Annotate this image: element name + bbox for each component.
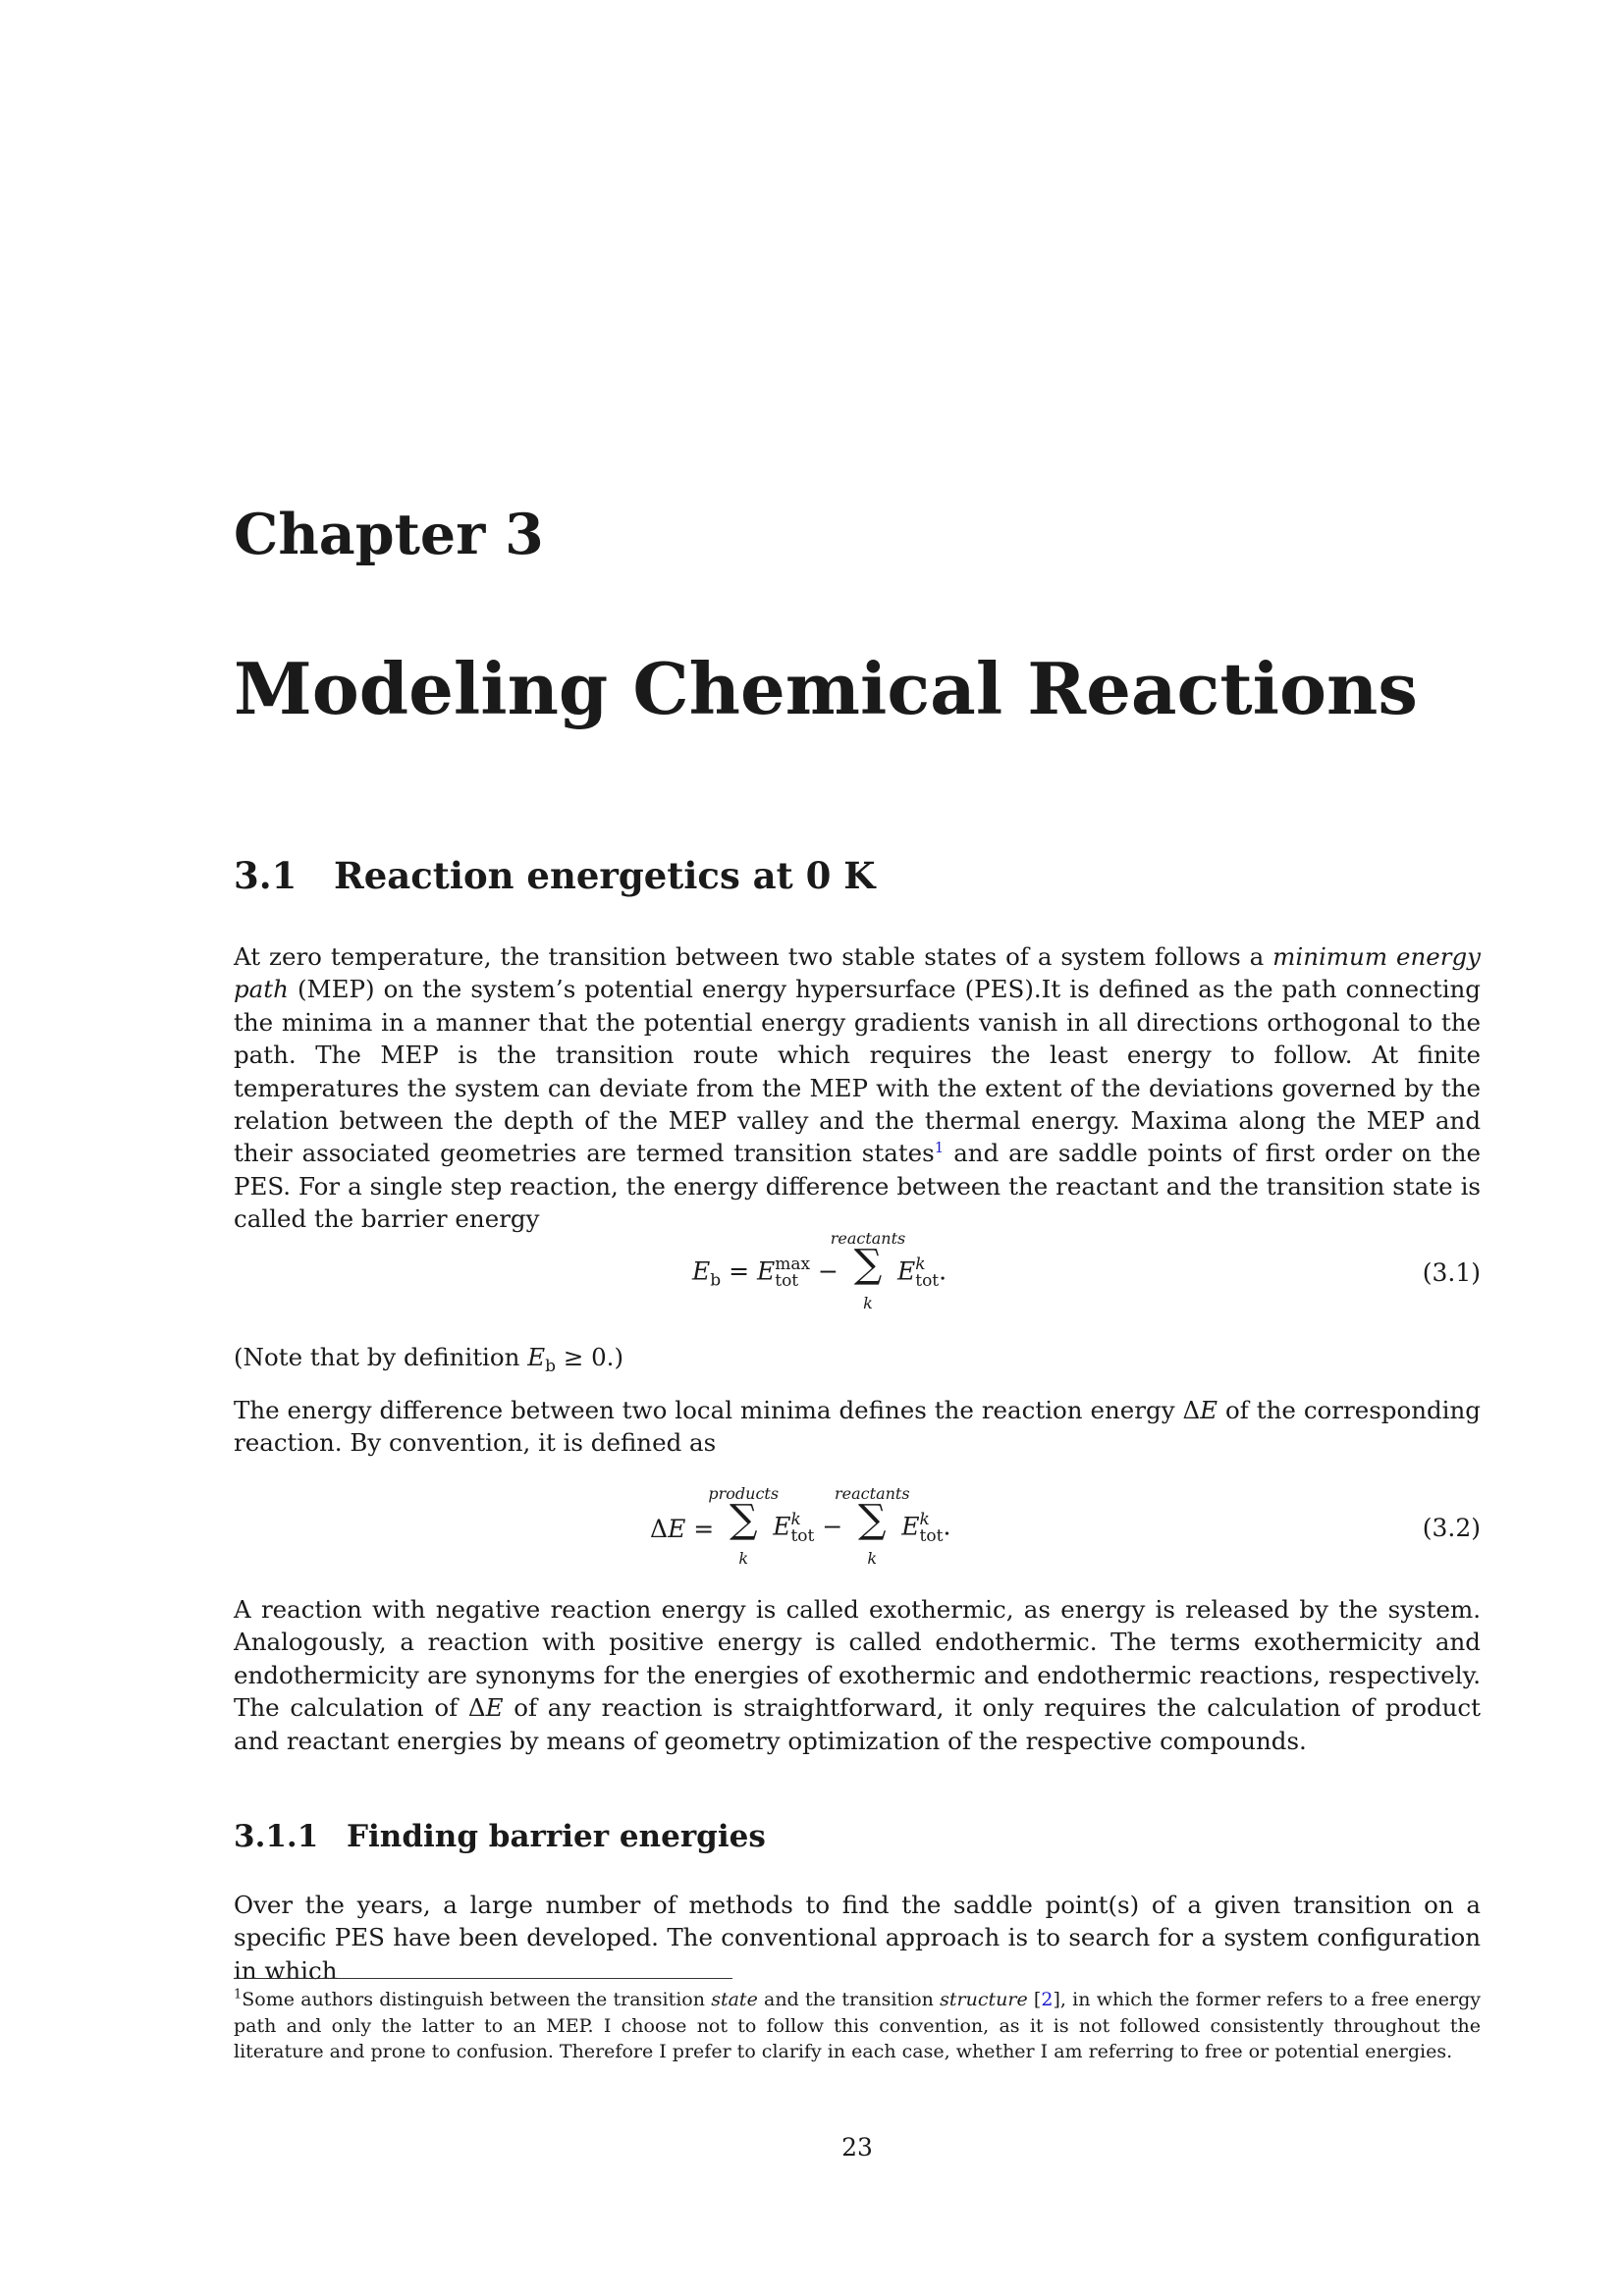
math-var: E	[1200, 1396, 1218, 1424]
math-var: E	[756, 1256, 776, 1286]
section-number: 3.1	[234, 854, 298, 897]
section-heading-3-1-1	[234, 1819, 766, 1854]
math-sup: max	[775, 1254, 811, 1274]
math-sub: tot	[919, 1526, 944, 1546]
emphasis-structure: structure	[940, 1989, 1028, 2010]
paragraph-barrier-methods: Over the years, a large number of methods to find the saddle point(s) of a given transition on a specific PES have been developed. The conventional approach is to search for a system configuration in which	[234, 1891, 1481, 1985]
text-run: [	[1027, 1989, 1042, 2010]
footnote-divider	[234, 1978, 732, 1979]
paragraph-reaction-energy	[234, 1394, 1481, 1460]
sum-upper-limit: reactants	[830, 1229, 906, 1248]
footnote-1	[234, 1987, 1481, 2065]
text-run: and are saddle points of first order on the PES. For a single step reaction, the energy difference between the reactant and the transition state is called the barrier energy	[234, 1139, 1482, 1234]
text-run: A reaction with negative reaction energy is called exothermic, as energy is released by the system. Analogously, a reaction with positive energy is called endothermic. The terms exothermicity and endothermicity are synonyms for the energies of exothermic and endothermic reactions, respectively. The calculation of Δ	[234, 1595, 1481, 1723]
citation-link[interactable]: 2	[1041, 1989, 1054, 2010]
emphasis-state: state	[711, 1989, 758, 2010]
math-var: E	[773, 1512, 791, 1541]
chapter-title: Modeling Chemical Reactions	[234, 647, 1418, 730]
section-title: Reaction energetics at 0 K	[334, 854, 876, 897]
paragraph-note	[234, 1341, 1481, 1383]
math-op: =	[685, 1514, 715, 1543]
math-sub: b	[710, 1270, 722, 1291]
sum-symbol: ∑	[853, 1242, 883, 1287]
sum-upper-limit: products	[708, 1484, 780, 1503]
math-punct: .	[943, 1512, 951, 1541]
text-run: and the transition	[757, 1989, 941, 2010]
text-run: of the corresponding reaction. By convention, it is defined as	[234, 1396, 1481, 1458]
chapter-label: Chapter 3	[234, 502, 544, 567]
emphasis-minimum-energy-path: minimum energy path	[234, 942, 1481, 1004]
sum-upper-limit: reactants	[835, 1484, 910, 1503]
math-var: E	[901, 1512, 920, 1541]
math-sup: k	[915, 1255, 926, 1274]
sum-symbol: ∑	[858, 1497, 887, 1542]
section-heading-3-1	[234, 854, 876, 897]
summation-operator	[835, 1484, 910, 1573]
text-run: The energy difference between two local minima defines the reaction energy Δ	[234, 1396, 1201, 1424]
equation-3-2	[234, 1484, 1481, 1573]
page-number: 23	[841, 2133, 873, 2162]
text-run: of any reaction is straightforward, it only requires the calculation of product and reactant energies by means of geometry optimization of the respective compounds.	[234, 1693, 1482, 1755]
summation-operator	[830, 1229, 906, 1317]
math-var: E	[692, 1256, 711, 1286]
text-run: (Note that by definition	[234, 1343, 528, 1371]
sum-symbol: ∑	[729, 1497, 758, 1542]
text-run: (MEP) on the system’s potential energy hypersurface (PES).It is defined as the path connecting the minima in a manner that the potential energy gradients vanish in all directions orthogonal to the path. The MEP is the transition route which requires the least energy to follow. At finite temperatures the system can deviate from the MEP with the extent of the deviations governed by the relation between the depth of the MEP valley and the thermal energy. Maxima along the MEP and their associated geometries are termed transition states	[234, 975, 1481, 1168]
math-op: Δ	[650, 1514, 669, 1543]
equation-number: (3.2)	[1422, 1514, 1481, 1542]
math-var: E	[896, 1256, 916, 1286]
footnote-ref-link[interactable]: 1	[934, 1139, 945, 1157]
summation-operator	[708, 1484, 780, 1573]
text-run: ], in which the former refers to a free energy path and only the latter to an MEP. I choose not to follow this convention, as it is not followed consistently throughout the literature and prone to confusion. Therefore I prefer to clarify in each case, whether I am referring to free or potential energies.	[234, 1989, 1482, 2062]
math-op: =	[721, 1256, 757, 1286]
paragraph-mep	[234, 940, 1481, 1236]
paragraph-exothermic	[234, 1593, 1481, 1757]
equation-body	[688, 1229, 950, 1317]
sum-lower-limit: k	[738, 1549, 749, 1568]
math-var: E	[527, 1343, 546, 1371]
math-var: E	[668, 1514, 686, 1543]
math-sup: k	[919, 1510, 930, 1529]
math-punct: .	[939, 1256, 947, 1286]
math-sup: k	[790, 1510, 801, 1529]
text-run: Some authors distinguish between the transition	[242, 1989, 712, 2010]
math-sub: tot	[775, 1270, 799, 1291]
footnote-mark: 1	[234, 1987, 243, 2002]
math-var: E	[485, 1693, 504, 1723]
sum-lower-limit: k	[867, 1549, 878, 1568]
text-run: At zero temperature, the transition between two stable states of a system follows a	[234, 942, 1273, 971]
math-sub: tot	[915, 1271, 940, 1291]
math-op: −	[814, 1512, 843, 1541]
equation-body	[646, 1484, 954, 1573]
section-title: Finding barrier energies	[347, 1819, 766, 1854]
text-run: ≥ 0.)	[555, 1343, 624, 1371]
equation-3-1	[234, 1229, 1481, 1317]
math-sub: tot	[790, 1526, 815, 1546]
section-number: 3.1.1	[234, 1819, 319, 1854]
math-sub: b	[545, 1356, 556, 1376]
equation-number: (3.1)	[1422, 1258, 1481, 1287]
math-op: −	[810, 1256, 839, 1286]
sum-lower-limit: k	[863, 1294, 873, 1312]
